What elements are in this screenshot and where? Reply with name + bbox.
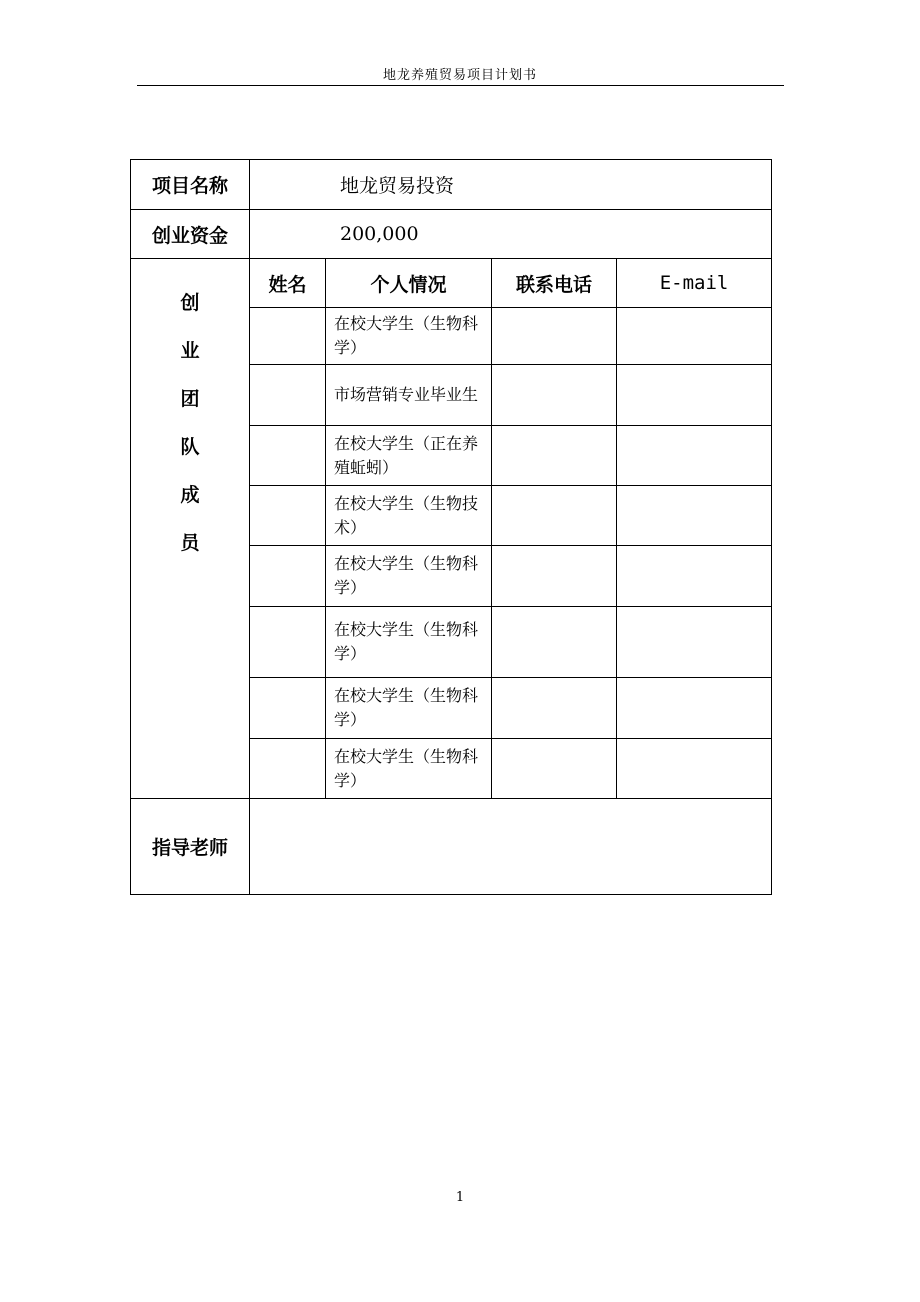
member-phone-cell [492, 486, 617, 546]
team-label-char: 队 [180, 436, 200, 458]
advisor-row [131, 799, 772, 895]
member-name-cell [250, 486, 326, 546]
team-label-char: 业 [180, 340, 200, 362]
member-name-cell [250, 365, 326, 426]
member-email-cell [617, 678, 772, 739]
member-phone-cell [492, 365, 617, 426]
member-phone-cell [492, 607, 617, 678]
advisor-label: 指导老师 [131, 799, 250, 895]
member-info-cell: 在校大学生（生物科学） [326, 308, 492, 365]
member-info-cell: 在校大学生（生物科学） [326, 678, 492, 739]
member-phone-cell [492, 426, 617, 486]
header-divider [137, 85, 784, 86]
member-info-cell: 在校大学生（正在养殖蚯蚓） [326, 426, 492, 486]
project-name-label: 项目名称 [131, 160, 250, 210]
page-header-title: 地龙养殖贸易项目计划书 [382, 68, 537, 83]
funds-value: 200,000 [250, 210, 772, 259]
member-email-cell [617, 426, 772, 486]
member-phone-cell [492, 546, 617, 607]
advisor-value [250, 799, 772, 895]
team-header-row [131, 259, 772, 308]
member-phone-cell [492, 678, 617, 739]
member-phone-cell [492, 308, 617, 365]
member-email-cell [617, 546, 772, 607]
project-name-value: 地龙贸易投资 [250, 160, 772, 210]
column-header-name: 姓名 [250, 259, 326, 308]
member-name-cell [250, 678, 326, 739]
project-info-table [130, 159, 772, 895]
member-info-cell: 市场营销专业毕业生 [326, 365, 492, 426]
member-name-cell [250, 607, 326, 678]
member-email-cell [617, 607, 772, 678]
member-name-cell [250, 426, 326, 486]
member-name-cell [250, 546, 326, 607]
funds-row [131, 210, 772, 259]
member-email-cell [617, 739, 772, 799]
team-label-char: 创 [180, 292, 200, 314]
member-email-cell [617, 308, 772, 365]
team-members-label [131, 259, 250, 799]
funds-label: 创业资金 [131, 210, 250, 259]
member-email-cell [617, 365, 772, 426]
member-info-cell: 在校大学生（生物科学） [326, 546, 492, 607]
team-label-char: 员 [180, 532, 200, 554]
column-header-email: E-mail [617, 259, 772, 308]
member-phone-cell [492, 739, 617, 799]
member-name-cell [250, 739, 326, 799]
column-header-info: 个人情况 [326, 259, 492, 308]
project-name-row [131, 160, 772, 210]
team-label-char: 成 [180, 484, 200, 506]
member-email-cell [617, 486, 772, 546]
member-name-cell [250, 308, 326, 365]
member-info-cell: 在校大学生（生物技术） [326, 486, 492, 546]
page-number: 1 [455, 1190, 465, 1205]
member-info-cell: 在校大学生（生物科学） [326, 739, 492, 799]
team-label-char: 团 [180, 388, 200, 410]
column-header-phone: 联系电话 [492, 259, 617, 308]
member-info-cell: 在校大学生（生物科学） [326, 607, 492, 678]
